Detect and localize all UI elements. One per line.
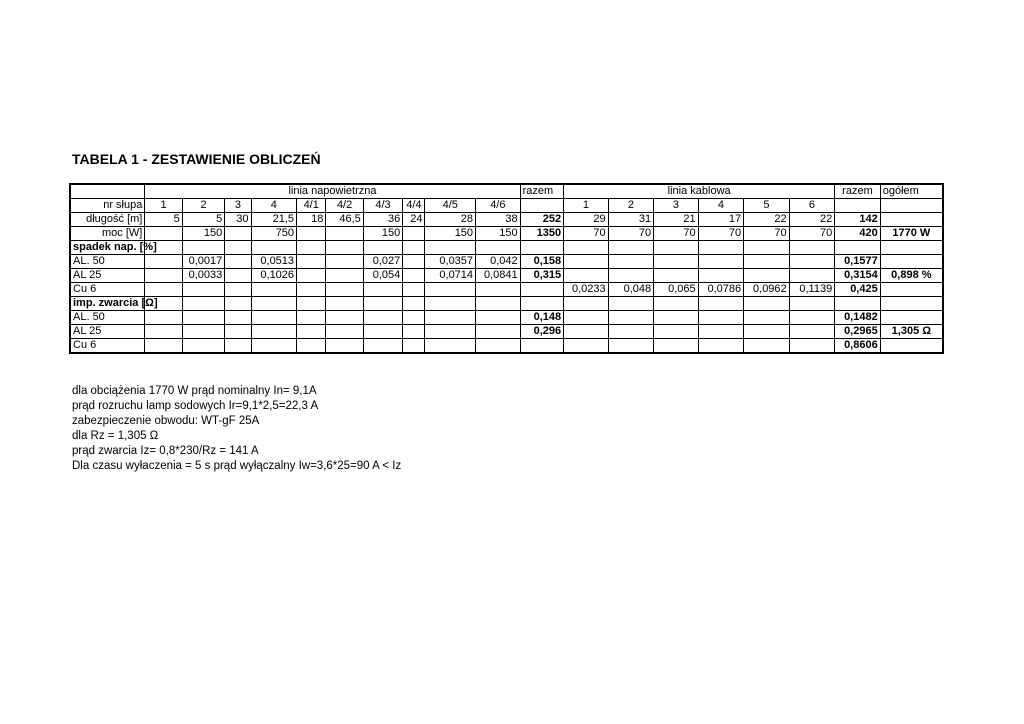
table-cell <box>251 241 297 255</box>
table-cell: 36 <box>363 213 402 227</box>
table-cell <box>880 339 943 354</box>
table-cell: 70 <box>654 227 699 241</box>
table-cell <box>225 325 251 339</box>
notes-block <box>72 384 401 474</box>
table-cell <box>145 269 182 283</box>
table-cell: 0,8606 <box>835 339 881 354</box>
table-cell: 0,0357 <box>425 255 476 269</box>
table-cell <box>880 199 943 213</box>
note-line: zabezpieczenie obwodu: WT-gF 25A <box>72 415 260 427</box>
table-cell: 4 <box>251 199 297 213</box>
table-cell <box>297 227 326 241</box>
row-label: długość [m] <box>70 213 145 227</box>
table-cell <box>654 297 699 311</box>
table-cell: 5 <box>744 199 790 213</box>
table-cell <box>182 325 224 339</box>
table-cell: 38 <box>476 213 521 227</box>
table-cell <box>564 311 609 325</box>
table-cell <box>698 241 744 255</box>
table-cell: 0,054 <box>363 269 402 283</box>
table-cell: 0,0962 <box>744 283 790 297</box>
table-cell <box>225 255 251 269</box>
table-cell <box>698 325 744 339</box>
table-cell <box>564 325 609 339</box>
table-cell: 150 <box>182 227 224 241</box>
table-cell <box>225 339 251 354</box>
table-cell: 1 <box>564 199 609 213</box>
table-cell: 150 <box>363 227 402 241</box>
table-row <box>70 227 943 241</box>
table-cell <box>744 339 790 354</box>
table-cell <box>744 255 790 269</box>
table-cell: 21 <box>654 213 699 227</box>
table-cell: 0,158 <box>520 255 563 269</box>
table-cell <box>363 283 402 297</box>
cable-line-header: linia kablowa <box>564 184 835 199</box>
table-cell <box>363 325 402 339</box>
table-cell <box>564 269 609 283</box>
table-cell: 0,0017 <box>182 255 224 269</box>
table-cell <box>182 297 224 311</box>
table-cell <box>698 255 744 269</box>
table-cell: 4/5 <box>425 199 476 213</box>
table-cell: 1 <box>145 199 182 213</box>
table-cell <box>425 325 476 339</box>
table-cell <box>225 227 251 241</box>
table-cell: 0,0233 <box>564 283 609 297</box>
table-cell: 5 <box>182 213 224 227</box>
table-cell: 0,065 <box>654 283 699 297</box>
table-cell <box>608 339 654 354</box>
table-cell <box>608 241 654 255</box>
table-cell <box>225 311 251 325</box>
table-cell <box>326 255 363 269</box>
table-cell <box>425 339 476 354</box>
table-cell <box>363 241 402 255</box>
table-cell <box>476 241 521 255</box>
table-cell: 0,1139 <box>789 283 835 297</box>
table-cell: 70 <box>564 227 609 241</box>
table-cell: 0,148 <box>520 311 563 325</box>
table-cell <box>326 227 363 241</box>
table-cell: 2 <box>608 199 654 213</box>
table-cell: 0,2965 <box>835 325 881 339</box>
header-corner-cell <box>70 184 145 199</box>
table-cell <box>251 297 297 311</box>
table-cell <box>182 311 224 325</box>
table-cell <box>520 199 563 213</box>
table-cell <box>789 339 835 354</box>
table-cell <box>835 241 881 255</box>
table-cell <box>744 241 790 255</box>
table-cell <box>326 269 363 283</box>
table-cell <box>403 339 425 354</box>
table-cell <box>608 311 654 325</box>
table-cell: 3 <box>225 199 251 213</box>
table-cell: 150 <box>425 227 476 241</box>
table-cell <box>145 325 182 339</box>
table-cell <box>326 311 363 325</box>
table-cell <box>403 325 425 339</box>
table-cell <box>145 227 182 241</box>
table-cell: 1,305 Ω <box>880 325 943 339</box>
table-cell: 0,027 <box>363 255 402 269</box>
note-line: Dla czasu wyłaczenia = 5 s prąd wyłączalny Iw=3,6*25=90 A < Iz <box>72 460 402 472</box>
table-cell <box>182 241 224 255</box>
table-cell <box>564 241 609 255</box>
table-cell <box>608 269 654 283</box>
table-cell <box>145 255 182 269</box>
row-label: moc [W] <box>70 227 145 241</box>
table-cell <box>403 255 425 269</box>
table-cell: 21,5 <box>251 213 297 227</box>
table-cell: 4/1 <box>297 199 326 213</box>
table-cell: 4/6 <box>476 199 521 213</box>
table-cell: 2 <box>182 199 224 213</box>
table-cell <box>564 339 609 354</box>
table-row <box>70 339 943 354</box>
table-cell: 6 <box>789 199 835 213</box>
table-cell <box>425 283 476 297</box>
table-row <box>70 213 943 227</box>
table-cell <box>326 283 363 297</box>
note-line: prąd rozruchu lamp sodowych Ir=9,1*2,5=22,3 A <box>72 400 319 412</box>
table-cell <box>698 311 744 325</box>
table-cell: 30 <box>225 213 251 227</box>
table-cell <box>297 311 326 325</box>
table-cell: 0,0714 <box>425 269 476 283</box>
table-cell <box>182 339 224 354</box>
table-cell <box>476 339 521 354</box>
table-cell <box>744 297 790 311</box>
table-cell: 4/2 <box>326 199 363 213</box>
table-cell: 142 <box>835 213 881 227</box>
table-cell <box>145 311 182 325</box>
table-cell <box>225 297 251 311</box>
group-header-row <box>70 184 943 199</box>
table-cell <box>698 269 744 283</box>
table-cell <box>425 311 476 325</box>
row-label: AL 25 <box>70 269 145 283</box>
table-cell <box>789 241 835 255</box>
table-cell <box>880 283 943 297</box>
table-cell: 0,425 <box>835 283 881 297</box>
table-cell <box>363 339 402 354</box>
table-cell <box>225 269 251 283</box>
table-cell <box>297 241 326 255</box>
row-label: AL 25 <box>70 325 145 339</box>
table-cell <box>564 297 609 311</box>
table-cell: 22 <box>744 213 790 227</box>
table-row <box>70 255 943 269</box>
table-cell <box>225 283 251 297</box>
table-cell <box>880 255 943 269</box>
table-cell: 1770 W <box>880 227 943 241</box>
table-cell <box>326 339 363 354</box>
table-row <box>70 283 943 297</box>
table-cell <box>251 325 297 339</box>
table-cell: 0,1026 <box>251 269 297 283</box>
table-cell <box>297 297 326 311</box>
table-cell <box>654 255 699 269</box>
table-cell <box>654 241 699 255</box>
table-cell: 3 <box>654 199 699 213</box>
table-cell <box>403 269 425 283</box>
note-line: prąd zwarcia Iz= 0,8*230/Rz = 141 A <box>72 445 259 457</box>
row-label: nr słupa <box>70 199 145 213</box>
table-cell <box>363 297 402 311</box>
table-cell <box>880 297 943 311</box>
table-cell <box>403 283 425 297</box>
table-cell <box>880 241 943 255</box>
table-cell <box>425 297 476 311</box>
table-cell <box>476 325 521 339</box>
table-cell: 46,5 <box>326 213 363 227</box>
table-cell <box>297 339 326 354</box>
table-cell: 0,296 <box>520 325 563 339</box>
table-cell <box>251 311 297 325</box>
table-cell <box>744 311 790 325</box>
table-cell <box>403 227 425 241</box>
table-cell: 0,1482 <box>835 311 881 325</box>
table-cell: 0,0841 <box>476 269 521 283</box>
overhead-line-header: linia napowietrzna <box>145 184 520 199</box>
table-cell <box>698 339 744 354</box>
table-cell: 18 <box>297 213 326 227</box>
table-cell: 0,3154 <box>835 269 881 283</box>
table-cell <box>744 325 790 339</box>
table-cell <box>251 283 297 297</box>
note-line: dla Rz = 1,305 Ω <box>72 430 159 442</box>
table-cell <box>698 297 744 311</box>
table-cell <box>835 297 881 311</box>
table-cell <box>403 311 425 325</box>
table-cell: 0,0033 <box>182 269 224 283</box>
table-cell: 4/4 <box>403 199 425 213</box>
table-cell: 0,315 <box>520 269 563 283</box>
table-cell <box>789 255 835 269</box>
table-cell <box>744 269 790 283</box>
table-cell <box>564 255 609 269</box>
table-cell <box>476 283 521 297</box>
table-row <box>70 325 943 339</box>
table-row <box>70 311 943 325</box>
row-label: AL. 50 <box>70 311 145 325</box>
table-cell <box>654 325 699 339</box>
table-row <box>70 297 943 311</box>
row-label: Cu 6 <box>70 283 145 297</box>
table-cell <box>425 241 476 255</box>
total-header: ogółem <box>880 184 943 199</box>
table-cell <box>789 325 835 339</box>
table-cell: 0,048 <box>608 283 654 297</box>
table-cell <box>880 213 943 227</box>
table-cell <box>608 255 654 269</box>
table-cell: 70 <box>608 227 654 241</box>
table-cell: 17 <box>698 213 744 227</box>
table-cell <box>608 297 654 311</box>
table-row <box>70 241 943 255</box>
table-cell: 0,0786 <box>698 283 744 297</box>
row-label: Cu 6 <box>70 339 145 354</box>
table-cell: 70 <box>789 227 835 241</box>
table-cell: 420 <box>835 227 881 241</box>
table-cell: 5 <box>145 213 182 227</box>
row-label: spadek nap. [%] <box>70 241 145 255</box>
table-cell <box>145 283 182 297</box>
razem-cable-header: razem <box>835 184 881 199</box>
table-cell <box>297 255 326 269</box>
calculation-table <box>69 183 944 354</box>
table-cell: 0,1577 <box>835 255 881 269</box>
table-cell: 22 <box>789 213 835 227</box>
table-cell: 70 <box>698 227 744 241</box>
table-cell: 70 <box>744 227 790 241</box>
table-cell <box>520 339 563 354</box>
table-cell <box>789 311 835 325</box>
table-cell <box>403 241 425 255</box>
table-cell: 150 <box>476 227 521 241</box>
razem-overhead-header: razem <box>520 184 563 199</box>
table-cell <box>520 297 563 311</box>
table-cell: 4/3 <box>363 199 402 213</box>
table-cell: 0,042 <box>476 255 521 269</box>
table-cell: 24 <box>403 213 425 227</box>
table-row <box>70 269 943 283</box>
table-cell <box>476 297 521 311</box>
table-cell <box>297 283 326 297</box>
table-cell <box>225 241 251 255</box>
table-cell <box>326 325 363 339</box>
table-cell <box>608 325 654 339</box>
table-cell <box>476 311 521 325</box>
table-cell <box>403 297 425 311</box>
table-cell <box>182 283 224 297</box>
row-label: imp. zwarcia [Ω] <box>70 297 145 311</box>
table-cell <box>251 339 297 354</box>
table-row <box>70 199 943 213</box>
table-cell: 0,0513 <box>251 255 297 269</box>
table-cell: 750 <box>251 227 297 241</box>
table-cell: 31 <box>608 213 654 227</box>
table-cell <box>835 199 881 213</box>
table-cell <box>326 297 363 311</box>
table-cell: 28 <box>425 213 476 227</box>
row-label: AL. 50 <box>70 255 145 269</box>
table-cell: 252 <box>520 213 563 227</box>
table-cell: 1350 <box>520 227 563 241</box>
table-cell <box>880 311 943 325</box>
table-cell <box>145 339 182 354</box>
table-cell: 4 <box>698 199 744 213</box>
note-line: dla obciążenia 1770 W prąd nominalny In= 9,1A <box>72 385 317 397</box>
table-cell <box>363 311 402 325</box>
table-cell <box>654 311 699 325</box>
table-cell: 0,898 % <box>880 269 943 283</box>
table-cell <box>789 269 835 283</box>
table-cell <box>654 269 699 283</box>
table-cell <box>520 241 563 255</box>
table-cell <box>326 241 363 255</box>
table-cell <box>297 325 326 339</box>
table-cell <box>789 297 835 311</box>
table-cell <box>297 269 326 283</box>
table-cell: 29 <box>564 213 609 227</box>
table-cell <box>520 283 563 297</box>
table-cell <box>654 339 699 354</box>
page-title: TABELA 1 - ZESTAWIENIE OBLICZEŃ <box>72 151 321 167</box>
